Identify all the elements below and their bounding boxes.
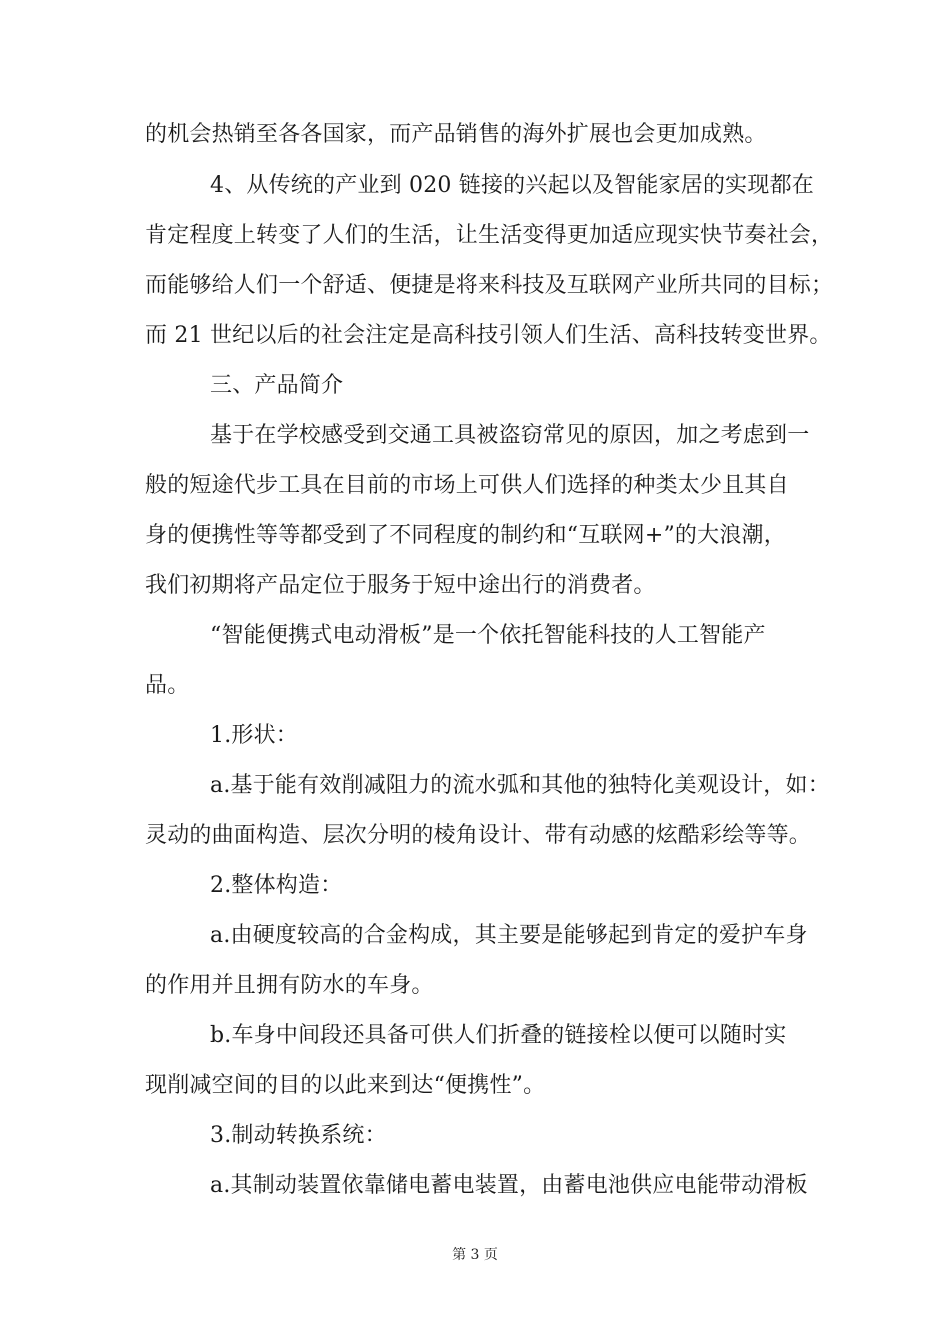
- page-number: 第 3 页: [452, 1247, 498, 1263]
- section-heading: 三、产品简介: [210, 373, 344, 398]
- body-text-line: a.基于能有效削减阻力的流水弧和其他的独特化美观设计，如：: [210, 773, 830, 798]
- body-text-line: 我们初期将产品定位于服务于短中途出行的消费者。: [145, 573, 656, 598]
- body-text-line: 而 21 世纪以后的社会注定是高科技引领人们生活、高科技转变世界。: [145, 323, 832, 348]
- body-text-line: 肯定程度上转变了人们的生活，让生活变得更加适应现实快节奏社会，: [145, 223, 834, 248]
- body-text-line: 灵动的曲面构造、层次分明的棱角设计、带有动感的炫酷彩绘等等。: [145, 823, 812, 848]
- body-text-line: a.其制动装置依靠储电蓄电装置，由蓄电池供应电能带动滑板: [210, 1173, 808, 1198]
- body-text-line: b.车身中间段还具备可供人们折叠的链接栓以便可以随时实: [210, 1023, 787, 1048]
- body-text-line: 品。: [145, 673, 190, 698]
- body-text-line: 基于在学校感受到交通工具被盗窃常见的原因，加之考虑到一: [210, 423, 810, 448]
- body-text-line: 4、从传统的产业到 020 链接的兴起以及智能家居的实现都在: [210, 173, 814, 198]
- body-text-line: 般的短途代步工具在目前的市场上可供人们选择的种类太少且其自: [145, 473, 789, 498]
- body-text-line: 的机会热销至各各国家，而产品销售的海外扩展也会更加成熟。: [145, 122, 767, 147]
- body-text-line: 的作用并且拥有防水的车身。: [145, 973, 434, 998]
- body-text-line: “智能便携式电动滑板”是一个依托智能科技的人工智能产: [210, 623, 766, 648]
- body-text-line: 身的便携性等等都受到了不同程度的制约和“互联网+”的大浪潮，: [145, 523, 786, 548]
- body-text-line: 现削减空间的目的以此来到达“便携性”。: [145, 1073, 546, 1098]
- subsection-heading: 1.形状：: [210, 723, 298, 748]
- body-text-line: a.由硬度较高的合金构成，其主要是能够起到肯定的爱护车身: [210, 923, 808, 948]
- subsection-heading: 2.整体构造：: [210, 873, 343, 898]
- body-text-line: 而能够给人们一个舒适、便捷是将来科技及互联网产业所共同的目标；: [145, 273, 834, 298]
- subsection-heading: 3.制动转换系统：: [210, 1123, 387, 1148]
